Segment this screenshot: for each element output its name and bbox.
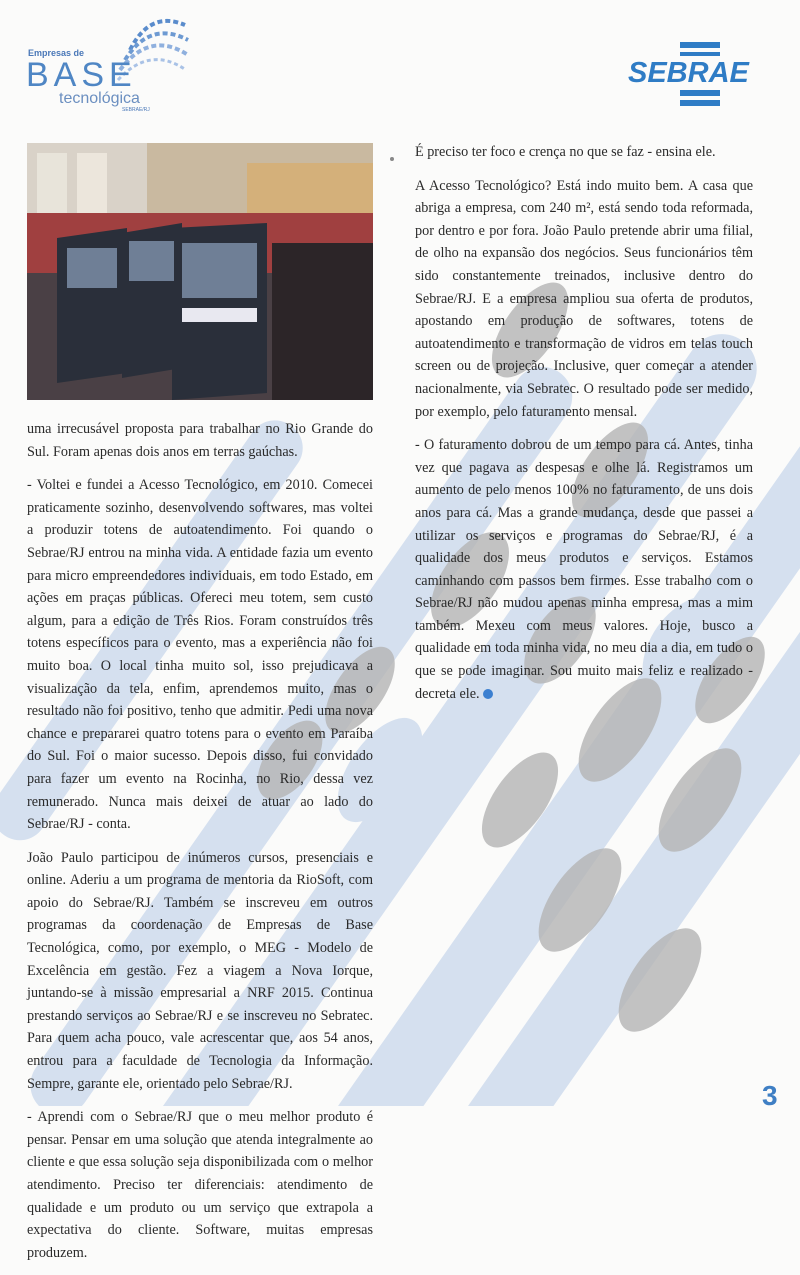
decorative-dot (390, 157, 394, 161)
kiosks-photo (27, 143, 373, 400)
logo-line-empresas: Empresas de (28, 48, 85, 58)
paragraph-last (415, 434, 753, 705)
left-column (27, 418, 373, 1275)
paragraph: - Voltei e fundei a Acesso Tecnológico, em 2010. Comecei praticamente sozinho, desenvolvendo softwares, mas voltei a produzir totens de autoatendimento. Foi quando o Sebrae/RJ entrou na minha vida. A entidade fazia um evento para micro empreendedores individuais, em todo Estado, em ações em praças públicas. Ofereci meu totem, sem custo algum, para a edição de Três Rios. Foram construídos três totens específicos para o evento, mas a experiência não foi muito boa. O local tinha muito sol, isso prejudicava a visualização da tela, enfim, aprendemos muito, mas o resultado não foi positivo, tenho que admitir. Pedi uma nova chance e prepararei quatro totens para o evento em Paraíba do Sul. Foi o maior sucesso. Depois disso, fui convidado para fazer um evento na Rocinha, no Rio, dessa vez remunerado. Nunca mais deixei de atuar ao lado do Sebrae/RJ - conta. (27, 477, 373, 833)
paragraph: A Acesso Tecnológico? Está indo muito bem. A casa que abriga a empresa, com 240 m², está sendo toda reformada, por dentro e por fora. João Paulo pretende abrir uma filial, de olho na expansão dos negócios. Seus funcionários têm sido constantemente treinados, inclusive dentro do Sebrae/RJ. E a empresa ampliou sua oferta de produtos, apostando em produção de softwares, totens de autoatendimento e transformação de vidros em telas touch screen ou de projeção. Inclusive, quer começar a atender nacionalmente, via Sebratec. O resultado pode ser medido, por exemplo, pelo faturamento mensal. (415, 177, 753, 420)
paragraph: É preciso ter foco e crença no que se faz - ensina ele. (415, 144, 716, 160)
paragraph: - Aprendi com o Sebrae/RJ que o meu melhor produto é pensar. Pensar em uma solução que atenda integralmente ao cliente e que essa solução seja disponibilizada com o melhor atendimento. Preciso ter diferenciais: atendimento de qualidade e um produto ou um serviço que extrapola a expectativa do cliente. Software, muitas empresas produzem. (27, 1109, 373, 1261)
sebrae-logo-text: SEBRAE (628, 57, 749, 89)
logo-line-sebrae-rj: SEBRAE/RJ (122, 107, 150, 113)
empresas-de-base-tecnologica-logo (22, 10, 192, 113)
paragraph: uma irrecusável proposta para trabalhar no Rio Grande do Sul. Foram apenas dois anos em terras gaúchas. (27, 421, 373, 460)
end-of-article-dot-icon (483, 689, 493, 699)
paragraph: João Paulo participou de inúmeros cursos, presenciais e online. Aderiu a um programa de mentoria da RioSoft, com apoio do Sebrae/RJ. Também se inscreveu em outros programas da coordenação de Empresas de Base Tecnológica, como, por exemplo, o MEG - Modelo de Excelência em gestão. Fez a viagem a Nova Iorque, juntando-se à missão empresarial a NRF 2015. Continua prestando serviços ao Sebrae/RJ e se inscreveu no Sebratec. Para quem acha pouco, vale acrescentar que, aos 54 anos, entrou para a faculdade de Tecnologia da Informação. Sempre, garante ele, orientado pelo Sebrae/RJ. (27, 849, 373, 1092)
logo-line-tecnologica: tecnológica (59, 90, 140, 107)
paragraph-text: - O faturamento dobrou de um tempo para cá. Antes, tinha vez que pagava as despesas e olhe lá. Registramos um aumento de pelo menos 100% no faturamento, de uns dois anos para cá. Mas a grande mudança, desde que passei a utilizar os serviços e programas do Sebrae/RJ, é a qualidade dos meus produtos e serviços. Estamos caminhando com passos bem firmes. Esse trabalho com o Sebrae/RJ não mudou apenas minha empresa, mas a mim também. Mexeu com meus valores. Hoje, busco a qualidade em toda minha vida, no meu dia a dia, em tudo o que se pode imaginar. Sou muito mais feliz e realizado - decreta ele. (415, 437, 753, 702)
sebrae-logo (624, 42, 760, 108)
right-column (415, 141, 753, 716)
page-number: 3 (762, 1080, 778, 1111)
logo-line-base: BASE (26, 56, 137, 94)
